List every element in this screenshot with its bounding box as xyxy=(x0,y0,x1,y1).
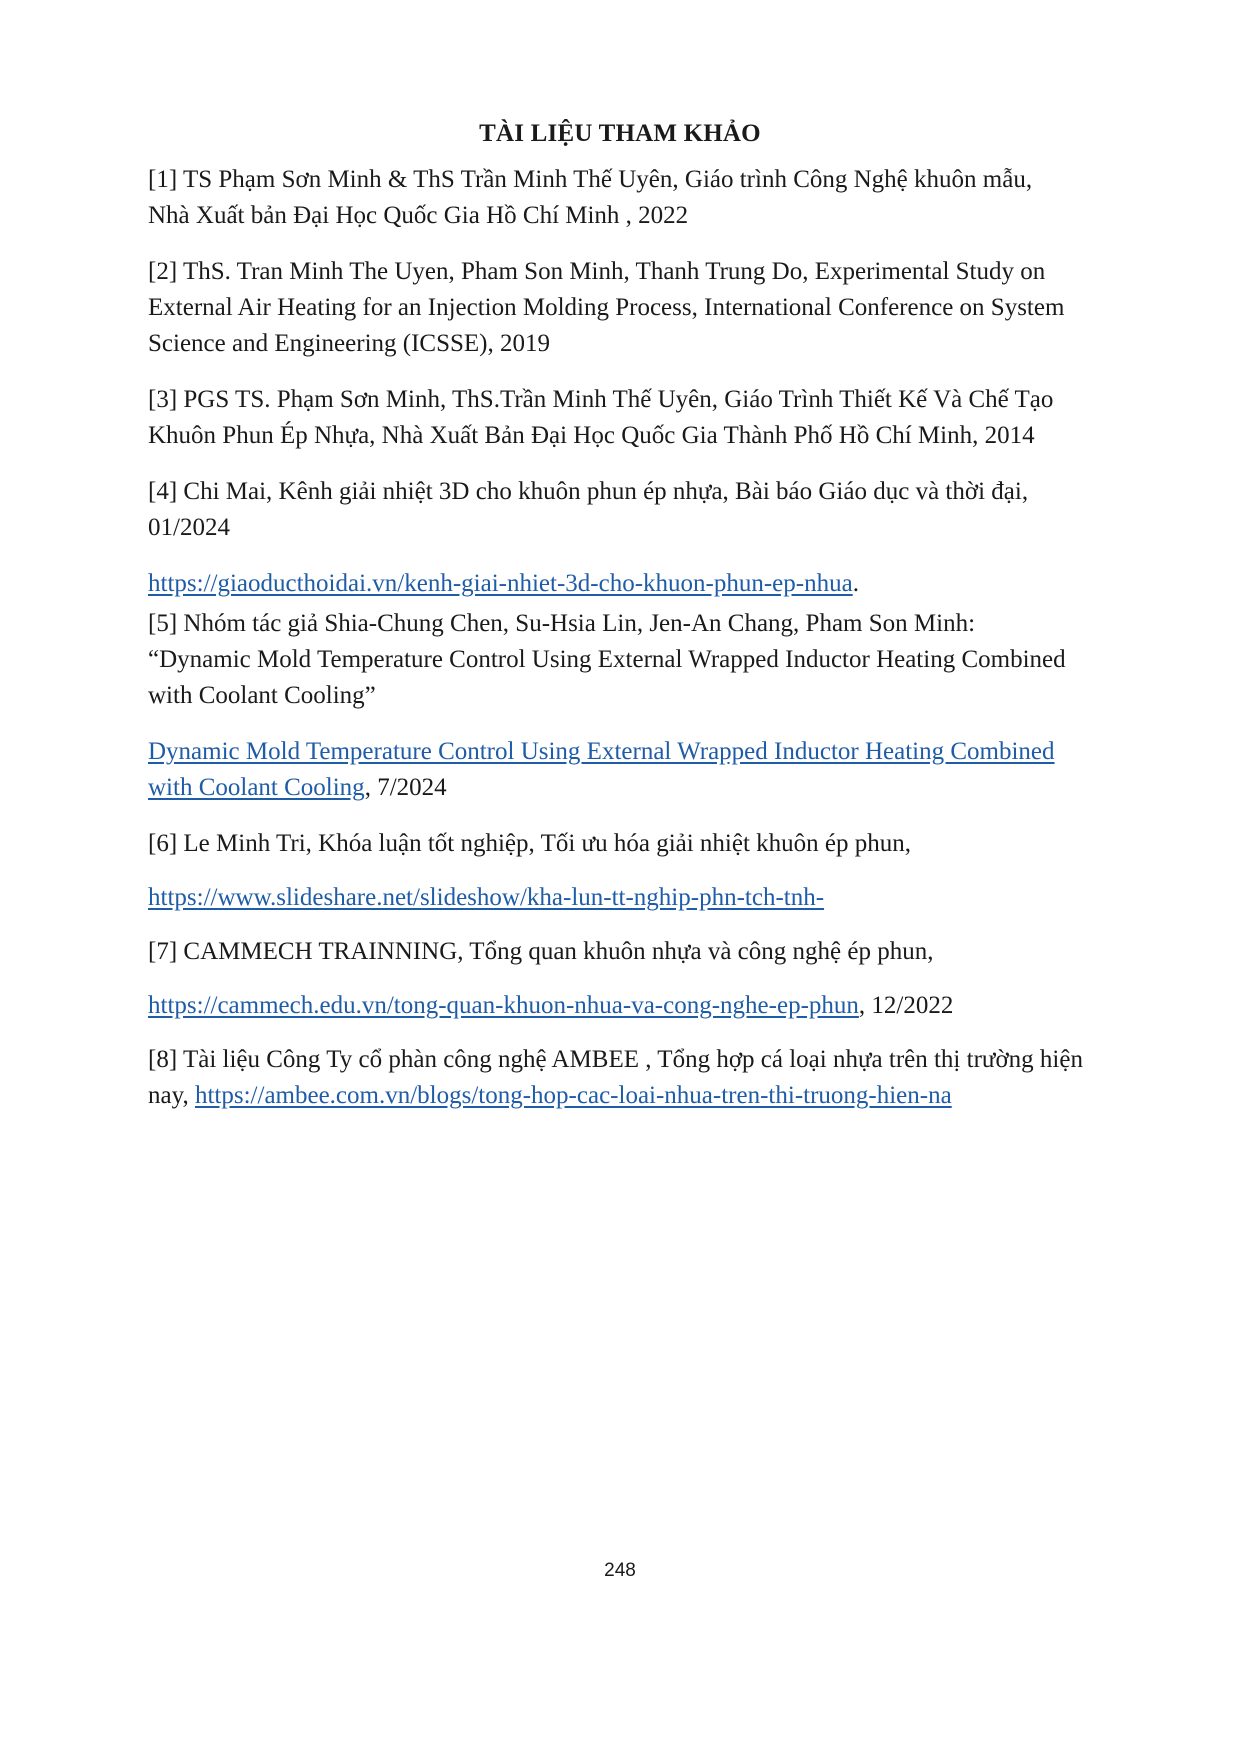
reference-5-line-3: with Coolant Cooling” xyxy=(148,682,376,709)
reference-7-link-suffix: , 12/2022 xyxy=(858,992,954,1019)
page-title: TÀI LIỆU THAM KHẢO xyxy=(479,120,761,147)
reference-5-line-2: “Dynamic Mold Temperature Control Using External Wrapped Inductor Heating Combined xyxy=(148,646,1066,673)
reference-7-link-line xyxy=(148,988,953,1024)
reference-7-line-1: [7] CAMMECH TRAINNING, Tổng quan khuôn nhựa và công nghệ ép phun, xyxy=(148,938,934,965)
reference-5-link-part-1[interactable]: Dynamic Mold Temperature Control Using External Wrapped Inductor Heating Combined xyxy=(148,738,1055,765)
reference-5-link-suffix: , 7/2024 xyxy=(364,774,447,801)
reference-2-line-3: Science and Engineering (ICSSE), 2019 xyxy=(148,330,550,357)
reference-5-line-1: [5] Nhóm tác giả Shia-Chung Chen, Su-Hsia Lin, Jen-An Chang, Pham Son Minh: xyxy=(148,610,976,637)
reference-8-line-1: [8] Tài liệu Công Ty cổ phàn công nghệ AMBEE , Tổng hợp cá loại nhựa trên thị trường hiện xyxy=(148,1046,1083,1073)
reference-5-link-line-2 xyxy=(148,770,447,806)
reference-3-line-1: [3] PGS TS. Phạm Sơn Minh, ThS.Trần Minh Thế Uyên, Giáo Trình Thiết Kế Và Chế Tạo xyxy=(148,386,1054,413)
reference-6-line-1: [6] Le Minh Tri, Khóa luận tốt nghiệp, Tối ưu hóa giải nhiệt khuôn ép phun, xyxy=(148,830,912,857)
reference-3-line-2: Khuôn Phun Ép Nhựa, Nhà Xuất Bản Đại Học Quốc Gia Thành Phố Hồ Chí Minh, 2014 xyxy=(148,422,1035,449)
reference-4-line-1: [4] Chi Mai, Kênh giải nhiệt 3D cho khuôn phun ép nhựa, Bài báo Giáo dục và thời đại, xyxy=(148,478,1029,505)
reference-7-link[interactable]: https://cammech.edu.vn/tong-quan-khuon-nhua-va-cong-nghe-ep-phun xyxy=(148,992,859,1019)
reference-2-line-1: [2] ThS. Tran Minh The Uyen, Pham Son Minh, Thanh Trung Do, Experimental Study on xyxy=(148,258,1046,285)
page-number: 248 xyxy=(604,1560,636,1581)
reference-8-line-2-prefix: nay, xyxy=(148,1082,195,1109)
reference-2-line-2: External Air Heating for an Injection Molding Process, International Conference on System xyxy=(148,294,1065,321)
reference-8-link[interactable]: https://ambee.com.vn/blogs/tong-hop-cac-loai-nhua-tren-thi-truong-hien-na xyxy=(194,1082,952,1109)
reference-6-link-line xyxy=(148,880,824,916)
reference-1-line-1: [1] TS Phạm Sơn Minh & ThS Trần Minh Thế Uyên, Giáo trình Công Nghệ khuôn mẫu, xyxy=(148,166,1033,193)
reference-4-line-2: 01/2024 xyxy=(148,514,230,541)
reference-5-link-part-2[interactable]: with Coolant Cooling xyxy=(148,774,365,801)
reference-8-line-2 xyxy=(148,1078,952,1114)
reference-1-line-2: Nhà Xuất bản Đại Học Quốc Gia Hồ Chí Minh , 2022 xyxy=(148,202,689,229)
reference-5-link-line-1 xyxy=(148,734,1055,770)
reference-4-link-line xyxy=(148,566,859,602)
reference-4-link-suffix: . xyxy=(852,570,859,597)
reference-6-link[interactable]: https://www.slideshare.net/slideshow/kha-lun-tt-nghip-phn-tch-tnh- xyxy=(148,884,825,911)
reference-4-link[interactable]: https://giaoducthoidai.vn/kenh-giai-nhiet-3d-cho-khuon-phun-ep-nhua xyxy=(148,570,853,597)
